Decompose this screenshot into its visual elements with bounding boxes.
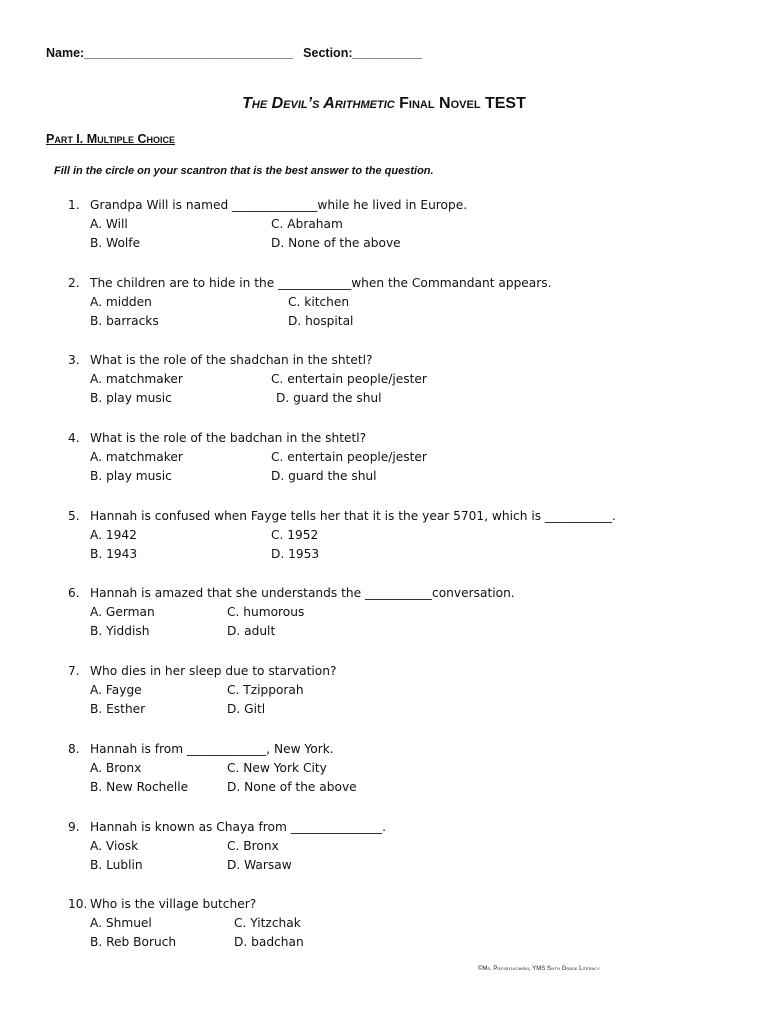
option-d: D. Gitl (227, 702, 266, 716)
title-final-novel: Final Novel (394, 95, 485, 112)
page-title (0, 95, 768, 113)
question-stem (68, 509, 616, 523)
option-a: A. German (90, 605, 155, 619)
option-d: D. adult (227, 624, 276, 638)
option-d: D. guard the shul (271, 469, 377, 483)
option-a: A. Fayge (90, 683, 142, 697)
question-text: Hannah is from _____________, New York. (90, 742, 334, 756)
option-d: D. None of the above (227, 780, 357, 794)
question-text: What is the role of the shadchan in the shtetl? (90, 353, 373, 367)
question-stem (68, 353, 372, 367)
question-number: 9. (68, 820, 80, 834)
option-b: B. Reb Boruch (90, 935, 177, 949)
question-number: 6. (68, 586, 80, 600)
question-number: 2. (68, 276, 80, 290)
question-number: 1. (68, 198, 80, 212)
option-c: C. Abraham (271, 217, 343, 231)
option-c: C. entertain people/jester (271, 372, 427, 386)
option-a: A. Bronx (90, 761, 142, 775)
option-b: B. Esther (90, 702, 146, 716)
option-b: B. Wolfe (90, 236, 141, 250)
question-text: What is the role of the badchan in the shtetl? (90, 431, 367, 445)
question-stem (68, 198, 467, 212)
option-a: A. 1942 (90, 528, 137, 542)
option-a: A. matchmaker (90, 450, 183, 464)
question-text: Hannah is amazed that she understands the ___________conversation. (90, 586, 515, 600)
option-c: C. 1952 (271, 528, 319, 542)
option-b: B. play music (90, 391, 172, 405)
footer-credit: ©Ms. Przybylkowski, YMS Sixth Grade Literacy (478, 966, 600, 972)
option-d: D. Warsaw (227, 858, 292, 872)
instructions: Fill in the circle on your scantron that is the best answer to the question. (54, 165, 434, 177)
question-text: Hannah is confused when Fayge tells her that it is the year 5701, which is ___________. (90, 509, 616, 523)
option-c: C. entertain people/jester (271, 450, 427, 464)
option-b: B. Lublin (90, 858, 143, 872)
question-stem (68, 897, 256, 911)
question-number: 3. (68, 353, 80, 367)
question-stem (68, 431, 366, 445)
option-b: B. New Rochelle (90, 780, 189, 794)
question-number: 7. (68, 664, 80, 678)
question-number: 4. (68, 431, 80, 445)
option-d: D. guard the shul (276, 391, 382, 405)
question-stem (68, 276, 552, 290)
option-a: A. Viosk (90, 839, 139, 853)
question-stem (68, 742, 334, 756)
option-c: C. Tzipporah (227, 683, 304, 697)
question-text: Hannah is known as Chaya from _______________. (90, 820, 387, 834)
question-number: 8. (68, 742, 80, 756)
question-text: Grandpa Will is named ______________while he lived in Europe. (90, 198, 468, 212)
option-d: D. hospital (288, 314, 354, 328)
question-text: Who is the village butcher? (90, 897, 257, 911)
option-b: B. play music (90, 469, 172, 483)
name-section-line: Name:______________________________ Section:__________ (46, 46, 423, 60)
question-text: The children are to hide in the ____________when the Commandant appears. (90, 276, 552, 290)
question-number: 10. (68, 897, 88, 911)
question-stem (68, 664, 336, 678)
question-text: Who dies in her sleep due to starvation? (90, 664, 337, 678)
title-test: TEST (484, 95, 526, 112)
option-c: C. humorous (227, 605, 305, 619)
option-c: C. New York City (227, 761, 327, 775)
option-d: D. badchan (234, 935, 304, 949)
part-heading: Part I. Multiple Choice (46, 132, 175, 146)
option-c: C. kitchen (288, 295, 350, 309)
option-a: A. matchmaker (90, 372, 183, 386)
option-c: C. Yitzchak (234, 916, 301, 930)
title-book-name: The Devil’s Arithmetic (242, 95, 395, 112)
option-d: D. None of the above (271, 236, 401, 250)
question-stem (68, 820, 386, 834)
option-a: A. Shmuel (90, 916, 152, 930)
question-number: 5. (68, 509, 80, 523)
option-b: B. 1943 (90, 547, 138, 561)
option-a: A. midden (90, 295, 152, 309)
option-b: B. Yiddish (90, 624, 150, 638)
option-b: B. barracks (90, 314, 159, 328)
question-stem (68, 586, 515, 600)
option-a: A. Will (90, 217, 128, 231)
option-c: C. Bronx (227, 839, 279, 853)
option-d: D. 1953 (271, 547, 320, 561)
